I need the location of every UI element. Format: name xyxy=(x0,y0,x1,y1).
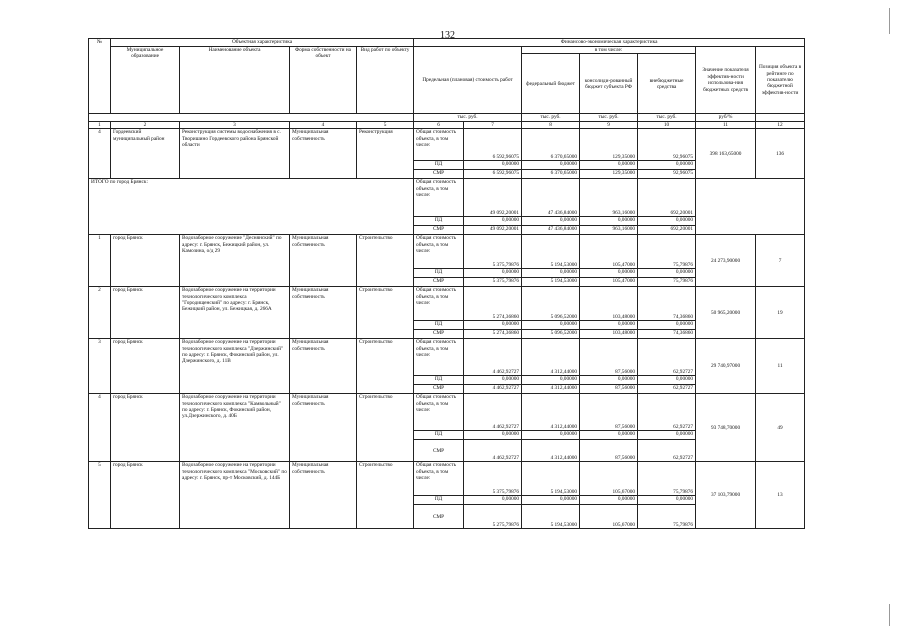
header-unit-efficiency: руб/% xyxy=(696,114,756,121)
row-pd-label: ПД xyxy=(414,161,464,170)
row-total-federal: 4 312,44000 xyxy=(522,394,580,431)
row-smr-federal: 6 370,65000 xyxy=(522,170,580,179)
row-total-federal: 5 194,53000 xyxy=(522,235,580,269)
table-row xyxy=(89,287,805,321)
itogo-smr-extrabudget: 692,20001 xyxy=(638,226,696,235)
row-smr-label: СМР xyxy=(414,330,464,339)
row-num: 2 xyxy=(89,287,111,339)
header-efficiency: Значение показателя эффектив-ности использова-ния бюджетных средств xyxy=(696,47,756,114)
row-total-extrabudget: 92,96075 xyxy=(638,129,696,161)
row-efficiency: 24 273,90000 xyxy=(696,235,756,287)
row-pd-extrabudget: 0,00000 xyxy=(638,161,696,170)
row-total-consolidated: 87,56000 xyxy=(580,339,638,376)
row-work-type: Строительство xyxy=(357,339,414,394)
col-number: 4 xyxy=(290,121,357,128)
row-smr-extrabudget: 92,96075 xyxy=(638,170,696,179)
row-total-label: Общая стоимость объекта, в том числе: xyxy=(414,287,464,321)
row-pd-label: ПД xyxy=(414,217,464,226)
row-pd-consolidated: 0,00000 xyxy=(580,376,638,385)
row-work-type: Строительство xyxy=(357,235,414,287)
row-smr-consolidated: 105,67000 xyxy=(580,505,638,529)
table-row xyxy=(89,179,805,217)
row-efficiency: 50 965,20000 xyxy=(696,287,756,339)
header-object-group: Объектная характеристика xyxy=(111,39,414,47)
row-total-extrabudget: 62,92727 xyxy=(638,339,696,376)
row-smr-label: СМР xyxy=(414,170,464,179)
row-num: 4 xyxy=(89,394,111,462)
itogo-pd-extrabudget: 0,00000 xyxy=(638,217,696,226)
row-pd-extrabudget: 0,00000 xyxy=(638,269,696,278)
row-pd-label: ПД xyxy=(414,431,464,440)
header-unit-extrabudget: тыс. руб. xyxy=(638,114,696,121)
row-rating-position: 13 xyxy=(756,462,805,529)
row-total-consolidated: 87,56000 xyxy=(580,394,638,431)
row-total-extrabudget: 75,79876 xyxy=(638,462,696,496)
header-consolidated: консолиди-рованный бюджет субъекта РФ xyxy=(580,54,638,114)
row-total-consolidated: 103,48000 xyxy=(580,287,638,321)
header-federal: федеральный бюджет xyxy=(522,54,580,114)
row-pd-extrabudget: 0,00000 xyxy=(638,321,696,330)
row-total-federal: 5 194,53000 xyxy=(522,462,580,496)
row-rating-position: 19 xyxy=(756,287,805,339)
row-efficiency: 93 748,70000 xyxy=(696,394,756,462)
col-number: 9 xyxy=(580,121,638,128)
row-municipality: город Брянск xyxy=(111,235,180,287)
row-smr-federal: 5 194,53000 xyxy=(522,505,580,529)
col-number: 8 xyxy=(522,121,580,128)
row-num: 5 xyxy=(89,462,111,529)
header-including: в том числе: xyxy=(522,47,696,54)
row-total-cost: 6 592,96075 xyxy=(464,129,522,161)
row-pd-label: ПД xyxy=(414,321,464,330)
itogo-total-extrabudget: 692,20001 xyxy=(638,179,696,217)
row-work-type: Строительство xyxy=(357,462,414,529)
row-smr-extrabudget: 62,92727 xyxy=(638,385,696,394)
col-number: 2 xyxy=(111,121,180,128)
row-smr-extrabudget: 74,36860 xyxy=(638,330,696,339)
header-work-type: Вид работ по объекту xyxy=(357,47,414,114)
col-number: 12 xyxy=(756,121,805,128)
row-pd-label: ПД xyxy=(414,269,464,278)
row-smr-consolidated: 129,35000 xyxy=(580,170,638,179)
row-object-name: Реконструкция системы водоснабжения в с. Творишино Гордеевского района Брянской области xyxy=(180,129,290,179)
col-number: 1 xyxy=(89,121,111,128)
header-object-name: Наименование объекта xyxy=(180,47,290,114)
col-number: 5 xyxy=(357,121,414,128)
row-smr-extrabudget: 75,79876 xyxy=(638,278,696,287)
row-total-cost: 4 462,92727 xyxy=(464,394,522,431)
row-pd-federal: 0,00000 xyxy=(522,161,580,170)
header-cost: Предельная (плановая) стоимость работ xyxy=(414,47,522,114)
header-extrabudget: внебюджетные средства xyxy=(638,54,696,114)
itogo-smr-consolidated: 963,16000 xyxy=(580,226,638,235)
itogo-pd-cost: 0,00000 xyxy=(464,217,522,226)
row-smr-federal: 5 096,52000 xyxy=(522,330,580,339)
row-pd-federal: 0,00000 xyxy=(522,269,580,278)
row-total-label: Общая стоимость объекта, в том числе: xyxy=(414,394,464,431)
row-pd-federal: 0,00000 xyxy=(522,496,580,505)
page-number: 132 xyxy=(440,30,455,41)
itogo-smr-federal: 47 436,84000 xyxy=(522,226,580,235)
row-object-name: Водозаборное сооружение "Деснянский" по адресу: г. Брянск, Бежицкий район, ул. Камозина, о/д 29 xyxy=(180,235,290,287)
row-efficiency: 398 163,65000 xyxy=(696,129,756,179)
row-pd-federal: 0,00000 xyxy=(522,376,580,385)
row-total-extrabudget: 74,36860 xyxy=(638,287,696,321)
row-pd-cost: 0,00000 xyxy=(464,496,522,505)
row-smr-consolidated: 87,56000 xyxy=(580,440,638,462)
row-smr-cost: 5 375,79876 xyxy=(464,278,522,287)
row-smr-label: СМР xyxy=(414,226,464,235)
row-pd-extrabudget: 0,00000 xyxy=(638,431,696,440)
row-object-name: Водозаборное сооружение на территории технологического комплекса "Камвольный" по адресу: г. Брянск, Фокинский район, ул.Дзержинского, д. 40Б xyxy=(180,394,290,462)
itogo-total-federal: 47 436,84000 xyxy=(522,179,580,217)
row-ownership: Муниципальная собственность xyxy=(290,287,357,339)
budget-efficiency-table xyxy=(88,38,805,529)
row-pd-label: ПД xyxy=(414,376,464,385)
itogo-total-cost: 49 092,20001 xyxy=(464,179,522,217)
row-smr-cost: 4 462,92727 xyxy=(464,440,522,462)
table-row xyxy=(89,462,805,496)
itogo-total-consolidated: 963,16000 xyxy=(580,179,638,217)
row-municipality: город Брянск xyxy=(111,394,180,462)
table-row xyxy=(89,339,805,376)
row-total-federal: 4 312,44000 xyxy=(522,339,580,376)
col-number: 10 xyxy=(638,121,696,128)
row-total-consolidated: 105,47000 xyxy=(580,235,638,269)
row-smr-federal: 4 312,44000 xyxy=(522,385,580,394)
row-total-consolidated: 105,67000 xyxy=(580,462,638,496)
col-number: 6 xyxy=(414,121,464,128)
row-pd-consolidated: 0,00000 xyxy=(580,321,638,330)
row-ownership: Муниципальная собственность xyxy=(290,462,357,529)
header-unit-blank xyxy=(756,114,805,121)
row-ownership: Муниципальная собственность xyxy=(290,235,357,287)
row-work-type: Реконструкция xyxy=(357,129,414,179)
table-row xyxy=(89,394,805,431)
col-number: 11 xyxy=(696,121,756,128)
itogo-pd-federal: 0,00000 xyxy=(522,217,580,226)
row-total-federal: 5 096,52000 xyxy=(522,287,580,321)
row-num: 4 xyxy=(89,129,111,179)
row-total-label: Общая стоимость объекта, в том числе: xyxy=(414,179,464,217)
row-smr-cost: 5 274,36860 xyxy=(464,330,522,339)
row-total-label: Общая стоимость объекта, в том числе: xyxy=(414,235,464,269)
row-smr-extrabudget: 62,92727 xyxy=(638,440,696,462)
header-unit-cost: тыс. руб. xyxy=(414,114,522,121)
row-smr-consolidated: 103,48000 xyxy=(580,330,638,339)
itogo-smr-cost: 49 092,20001 xyxy=(464,226,522,235)
row-object-name: Водозаборное сооружение на территории технологического комплекса "Дзержинский" по адресу: г. Брянск, Фокинский район, ул. Дзержинского, д. 11В xyxy=(180,339,290,394)
row-smr-federal: 5 194,53000 xyxy=(522,278,580,287)
row-municipality: Гордеевский муниципальный район xyxy=(111,129,180,179)
row-total-federal: 6 370,65000 xyxy=(522,129,580,161)
row-pd-federal: 0,00000 xyxy=(522,431,580,440)
col-number: 3 xyxy=(180,121,290,128)
row-total-consolidated: 129,35000 xyxy=(580,129,638,161)
row-pd-label: ПД xyxy=(414,496,464,505)
row-smr-label: СМР xyxy=(414,505,464,529)
row-smr-consolidated: 105,47000 xyxy=(580,278,638,287)
col-number: 7 xyxy=(464,121,522,128)
row-rating-position: 136 xyxy=(756,129,805,179)
row-num: 3 xyxy=(89,339,111,394)
header-unit-consolidated: тыс. руб. xyxy=(580,114,638,121)
row-ownership: Муниципальная собственность xyxy=(290,339,357,394)
row-pd-consolidated: 0,00000 xyxy=(580,496,638,505)
row-rating-position: 49 xyxy=(756,394,805,462)
row-smr-cost: 4 462,92727 xyxy=(464,385,522,394)
row-total-cost: 4 462,92727 xyxy=(464,339,522,376)
row-pd-extrabudget: 0,00000 xyxy=(638,496,696,505)
header-ownership: Форма собственности на объект xyxy=(290,47,357,114)
row-pd-cost: 0,00000 xyxy=(464,321,522,330)
row-pd-federal: 0,00000 xyxy=(522,321,580,330)
row-pd-extrabudget: 0,00000 xyxy=(638,376,696,385)
row-municipality: город Брянск xyxy=(111,462,180,529)
row-municipality: город Брянск xyxy=(111,339,180,394)
row-pd-consolidated: 0,00000 xyxy=(580,269,638,278)
row-work-type: Строительство xyxy=(357,394,414,462)
row-pd-cost: 0,00000 xyxy=(464,431,522,440)
header-unit-federal: тыс. руб. xyxy=(522,114,580,121)
header-units-blank xyxy=(89,114,414,121)
row-smr-label: СМР xyxy=(414,440,464,462)
row-municipality: город Брянск xyxy=(111,287,180,339)
itogo-pd-consolidated: 0,00000 xyxy=(580,217,638,226)
row-pd-consolidated: 0,00000 xyxy=(580,161,638,170)
row-work-type: Строительство xyxy=(357,287,414,339)
row-smr-extrabudget: 75,79876 xyxy=(638,505,696,529)
row-pd-cost: 0,00000 xyxy=(464,376,522,385)
header-num: № xyxy=(89,39,111,114)
row-smr-cost: 5 275,79876 xyxy=(464,505,522,529)
row-smr-federal: 4 312,44000 xyxy=(522,440,580,462)
row-total-extrabudget: 75,79876 xyxy=(638,235,696,269)
header-rating-position: Позиция объекта в рейтинге по показателю бюджетной эффектив-ности xyxy=(756,47,805,114)
row-total-cost: 5 375,79876 xyxy=(464,462,522,496)
row-total-label: Общая стоимость объекта, в том числе: xyxy=(414,129,464,161)
row-smr-cost: 6 592,96075 xyxy=(464,170,522,179)
row-rating-position: 7 xyxy=(756,235,805,287)
header-finance-group: Финансово-экономическая характеристика xyxy=(414,39,805,47)
row-pd-consolidated: 0,00000 xyxy=(580,431,638,440)
row-object-name: Водозаборное сооружение на территории технологического комплекса "Московский" по адресу: г. Брянск, пр-т Московский, д. 144Б xyxy=(180,462,290,529)
row-object-name: Водозаборное сооружение на территории технологического комплекса "Городищенский" по адресу: г. Брянск, Бежицкий район, ул. Бежицкая, д. 266А xyxy=(180,287,290,339)
row-total-cost: 5 375,79876 xyxy=(464,235,522,269)
header-municipality: Муниципальное образование xyxy=(111,47,180,114)
row-total-cost: 5 274,36860 xyxy=(464,287,522,321)
row-pd-cost: 0,00000 xyxy=(464,269,522,278)
row-efficiency: 37 103,79000 xyxy=(696,462,756,529)
scan-edge-mark xyxy=(889,604,890,626)
row-smr-label: СМР xyxy=(414,385,464,394)
scan-edge-mark xyxy=(889,8,890,34)
row-smr-label: СМР xyxy=(414,278,464,287)
row-pd-cost: 0,00000 xyxy=(464,161,522,170)
row-total-label: Общая стоимость объекта, в том числе: xyxy=(414,462,464,496)
table-row xyxy=(89,235,805,269)
row-ownership: Муниципальная собственность xyxy=(290,129,357,179)
itogo-label: ИТОГО по город Брянск: xyxy=(89,179,414,235)
itogo-blank xyxy=(696,179,805,235)
row-smr-consolidated: 87,56000 xyxy=(580,385,638,394)
row-total-label: Общая стоимость объекта, в том числе: xyxy=(414,339,464,376)
row-ownership: Муниципальная собственность xyxy=(290,394,357,462)
row-efficiency: 29 740,97000 xyxy=(696,339,756,394)
table-row xyxy=(89,129,805,161)
row-total-extrabudget: 62,92727 xyxy=(638,394,696,431)
row-num: 1 xyxy=(89,235,111,287)
row-rating-position: 11 xyxy=(756,339,805,394)
